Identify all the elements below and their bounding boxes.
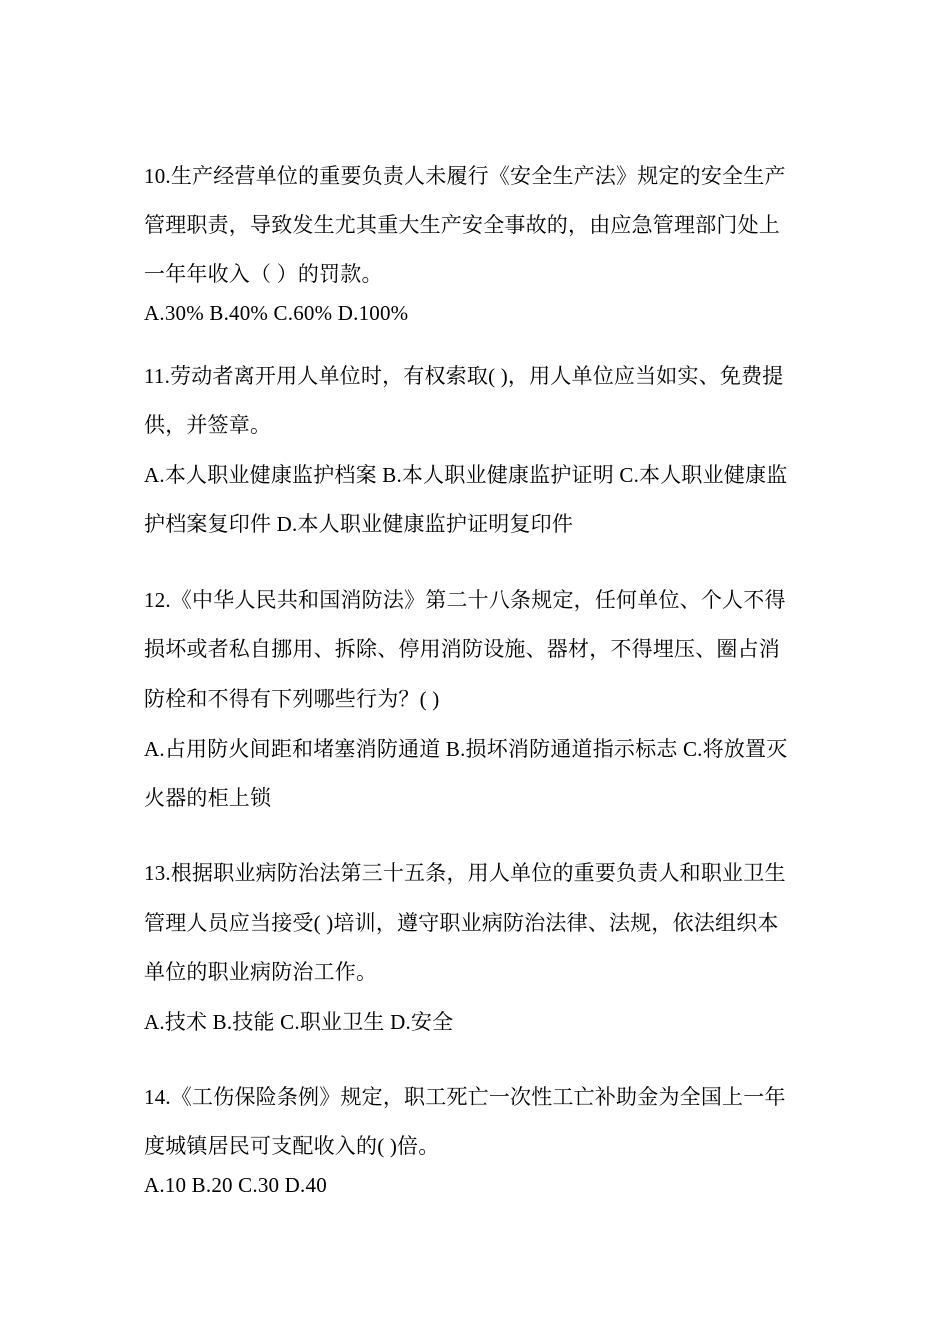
answer-options: 火器的柜上锁 [144,786,272,810]
question-text-line: 10.生产经营单位的重要负责人未履行《安全生产法》规定的安全生产 [144,164,786,188]
answer-options: A.占用防火间距和堵塞消防通道 B.损坏消防通道指示标志 C.将放置灭 [144,737,788,761]
question-text-line: 度城镇居民可支配收入的( )倍。 [144,1134,440,1158]
question-text-line: 供，并签章。 [144,413,272,437]
answer-options: A.30% B.40% C.60% D.100% [144,301,409,325]
question-text-line: 14.《工伤保险条例》规定，职工死亡一次性工亡补助金为全国上一年 [144,1085,786,1109]
answer-options: 护档案复印件 D.本人职业健康监护证明复印件 [144,512,574,536]
question-text-line: 12.《中华人民共和国消防法》第二十八条规定，任何单位、个人不得 [144,588,786,612]
answer-options: A.本人职业健康监护档案 B.本人职业健康监护证明 C.本人职业健康监 [144,463,788,487]
question-text-line: 防栓和不得有下列哪些行为？( ) [144,687,440,711]
question-text-line: 11.劳动者离开用人单位时，有权索取( )，用人单位应当如实、免费提 [144,364,784,388]
answer-options: A.10 B.20 C.30 D.40 [144,1173,327,1197]
question-text-line: 一年年收入（ ）的罚款。 [144,262,383,286]
question-text-line: 13.根据职业病防治法第三十五条，用人单位的重要负责人和职业卫生 [144,861,786,885]
question-text-line: 单位的职业病防治工作。 [144,960,378,984]
question-text-line: 管理职责，导致发生尤其重大生产安全事故的，由应急管理部门处上 [144,213,780,237]
question-text-line: 管理人员应当接受( )培训，遵守职业病防治法律、法规，依法组织本 [144,911,779,935]
answer-options: A.技术 B.技能 C.职业卫生 D.安全 [144,1010,454,1034]
question-text-line: 损坏或者私自挪用、拆除、停用消防设施、器材，不得埋压、圈占消 [144,637,780,661]
